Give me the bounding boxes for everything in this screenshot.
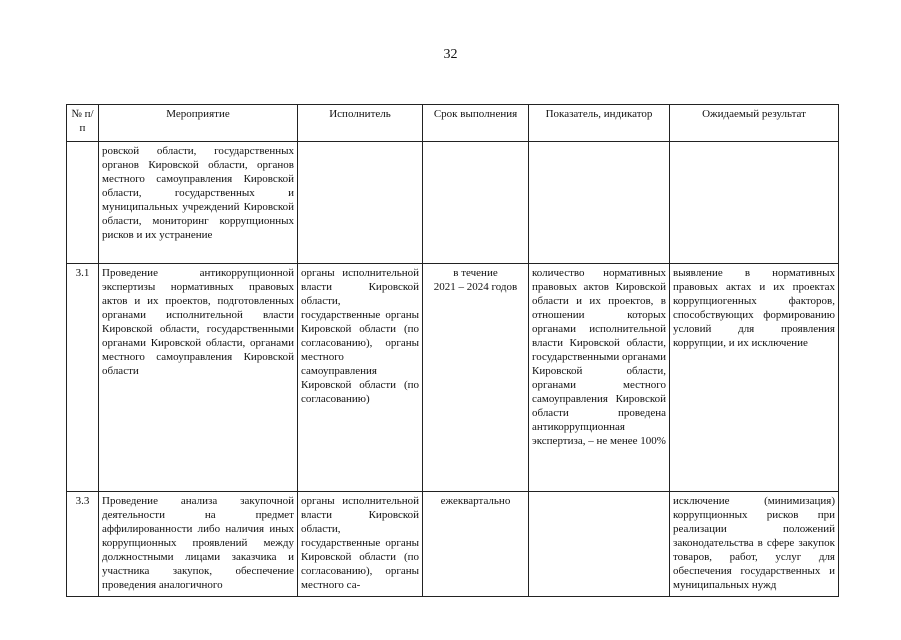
- table-header-row: [67, 105, 839, 142]
- header-indicator: Показатель, индикатор: [529, 105, 670, 142]
- row-event: Проведение анализа закупочной деятельности на предмет аффилированности либо наличия иных коррупционных проявлений между должностными лицами заказчика и участника закупок, обеспечение проведения аналогичного: [99, 492, 298, 597]
- row-result: выявление в нормативных правовых актах и их проектах коррупциогенных факторов, способствующих формированию условий для проявления коррупции, и их исключение: [670, 264, 839, 492]
- row-indicator: [529, 492, 670, 597]
- table-row: [67, 264, 839, 492]
- row-indicator: [529, 142, 670, 264]
- page-number: 32: [443, 47, 458, 62]
- row-deadline: [423, 264, 529, 492]
- row-executor: [298, 142, 423, 264]
- header-event: Мероприятие: [99, 105, 298, 142]
- row-result: [670, 142, 839, 264]
- row-indicator: количество нормативных правовых актов Кировской области и их проектов, в отношении которых органами исполнительной власти Кировской области, государственными органами Кировской области, органами местного самоуправления Кировской области проведена антикоррупционная экспертиза, – не менее 100%: [529, 264, 670, 492]
- deadline-line: в течение: [453, 267, 498, 279]
- row-num: 3.1: [67, 264, 99, 492]
- deadline-line: 2021 – 2024 годов: [433, 281, 518, 293]
- table-row: [67, 492, 839, 597]
- row-num: 3.3: [67, 492, 99, 597]
- header-deadline: Срок выполнения: [423, 105, 529, 142]
- row-deadline: [423, 492, 529, 597]
- row-deadline: [423, 142, 529, 264]
- header-executor: Исполнитель: [298, 105, 423, 142]
- row-event: ровской области, государственных органов Кировской области, органов местного самоуправления Кировской области, государственных и муниципальных учреждений Кировской области, мониторинг коррупционных рисков и их устранение: [99, 142, 298, 264]
- row-event: Проведение антикоррупционной экспертизы нормативных правовых актов и их проектов, подготовленных органами исполнительной власти Кировской области, государственными органами Кировской области, органами местного самоуправления Кировской области: [99, 264, 298, 492]
- row-result: исключение (минимизация) коррупционных рисков при реализации положений законодательства в сфере закупок товаров, работ, услуг для обеспечения государственных и муниципальных нужд: [670, 492, 839, 597]
- table-row: [67, 142, 839, 264]
- row-executor: органы исполнительной власти Кировской области, государственные органы Кировской области (по согласованию), органы местного са-: [298, 492, 423, 597]
- row-num: [67, 142, 99, 264]
- row-executor: органы исполнительной власти Кировской области, государственные органы Кировской области (по согласованию), органы местного самоуправления Кировской области (по согласованию): [298, 264, 423, 492]
- header-num: № п/п: [67, 105, 99, 142]
- header-result: Ожидаемый результат: [670, 105, 839, 142]
- deadline-line: ежеквартально: [440, 495, 511, 507]
- measures-table: [66, 104, 839, 597]
